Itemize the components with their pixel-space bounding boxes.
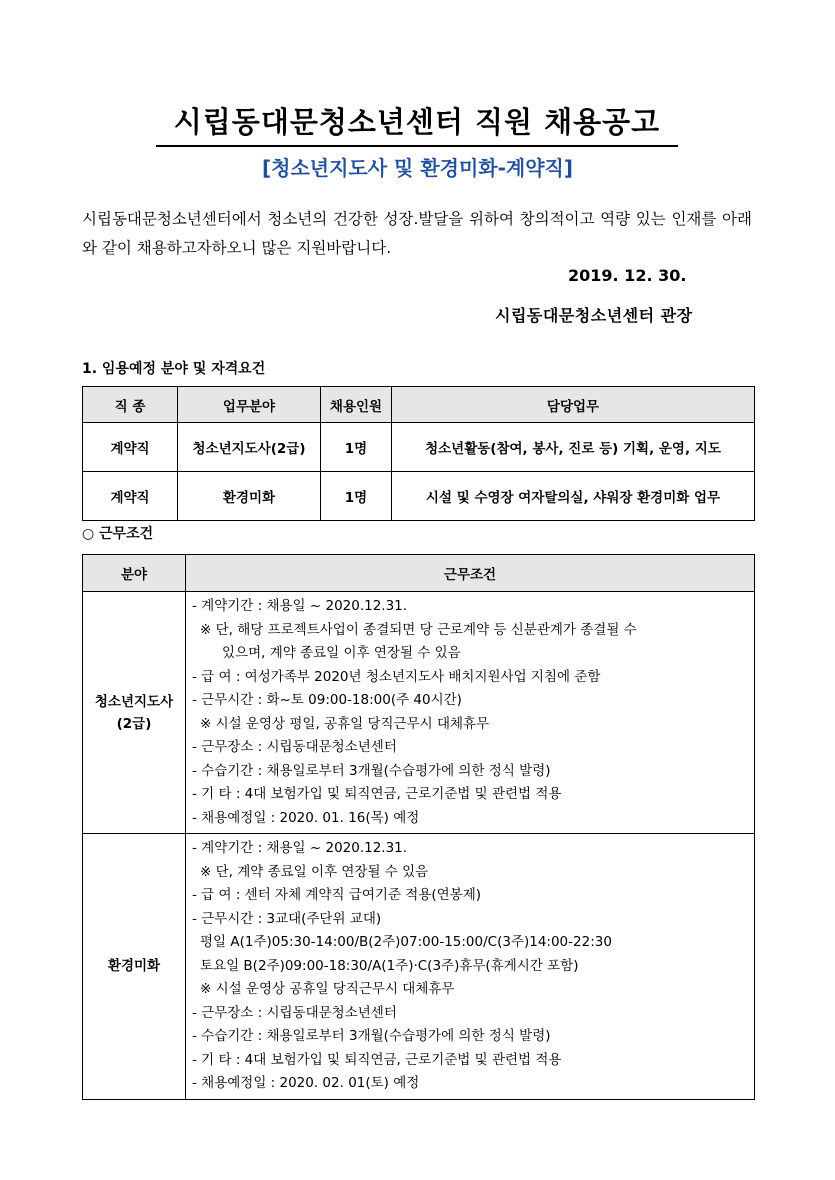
- table-row: [83, 834, 755, 1100]
- category-youth-leader: [83, 592, 186, 834]
- section1-heading: 1. 임용예정 분야 및 자격요건: [82, 361, 266, 377]
- condition-line: - 근무장소 : 시립동대문청소년센터: [192, 739, 397, 755]
- condition-line: 있으며, 계약 종료일 이후 연장될 수 있음: [222, 645, 461, 661]
- cell-field: 청소년지도사(2급): [178, 423, 321, 472]
- cell-job-type: 계약직: [83, 423, 178, 472]
- condition-line: 토요일 B(2주)09:00-18:30/A(1주)·C(3주)휴무(휴게시간 포함): [200, 957, 579, 974]
- cell-job-type: 계약직: [83, 472, 178, 521]
- condition-line: - 계약기간 : 채용일 ~ 2020.12.31.: [192, 840, 408, 856]
- section2-heading: ○ 근무조건: [82, 526, 154, 542]
- header-job-type: 직 종: [83, 387, 178, 423]
- table-row: [83, 592, 755, 834]
- condition-line: ※ 단, 계약 종료일 이후 연장될 수 있음: [200, 863, 429, 880]
- header-duties: 담당업무: [392, 387, 755, 423]
- table-header-row: [83, 387, 755, 423]
- condition-line: - 근무시간 : 3교대(주단위 교대): [192, 910, 382, 927]
- qualification-table: [82, 386, 755, 521]
- table-row: [83, 423, 755, 472]
- intro-text: 시립동대문청소년센터에서 청소년의 건강한 성장.발달을 위하여 창의적이고 역량 있는 인재를 아래와 같이 채용하고자하오니 많은 지원바랍니다.: [82, 210, 752, 257]
- condition-line: - 근무시간 : 화~토 09:00-18:00(주 40시간): [192, 692, 462, 708]
- condition-line: - 계약기간 : 채용일 ~ 2020.12.31.: [192, 598, 408, 614]
- condition-line: ※ 시설 운영상 평일, 공휴일 당직근무시 대체휴무: [200, 715, 490, 732]
- table-header-row: [83, 555, 755, 592]
- header-conditions: 근무조건: [186, 555, 755, 592]
- page-title: 시립동대문청소년센터 직원 채용공고: [156, 100, 678, 147]
- condition-line: - 채용예정일 : 2020. 02. 01(토) 예정: [192, 1075, 420, 1091]
- header-headcount: 채용인원: [321, 387, 392, 423]
- conditions-youth-leader: [186, 592, 755, 834]
- cell-headcount: 1명: [321, 472, 392, 521]
- table-row: [83, 472, 755, 521]
- conditions-cleaning: [186, 834, 755, 1100]
- condition-line: - 근무장소 : 시립동대문청소년센터: [192, 1004, 397, 1021]
- category-label: 청소년지도사: [94, 693, 174, 710]
- header-category: 분야: [83, 555, 186, 592]
- condition-line: - 기 타 : 4대 보험가입 및 퇴직연금, 근로기준법 및 관련법 적용: [192, 1051, 562, 1068]
- cell-duties: 시설 및 수영장 여자탈의실, 샤워장 환경미화 업무: [392, 472, 755, 521]
- cell-headcount: 1명: [321, 423, 392, 472]
- condition-line: ※ 시설 운영상 공휴일 당직근무시 대체휴무: [200, 981, 455, 997]
- condition-line: - 급 여 : 여성가족부 2020년 청소년지도사 배치지원사업 지침에 준함: [192, 668, 601, 685]
- condition-line: 평일 A(1주)05:30-14:00/B(2주)07:00-15:00/C(3주)14:00-22:30: [200, 934, 612, 950]
- condition-line: - 기 타 : 4대 보험가입 및 퇴직연금, 근로기준법 및 관련법 적용: [192, 786, 562, 802]
- cell-field: 환경미화: [178, 472, 321, 521]
- category-sublabel: (2급): [116, 715, 152, 732]
- notice-date: 2019. 12. 30.: [568, 266, 687, 285]
- condition-line: ※ 단, 해당 프로젝트사업이 종결되면 당 근로계약 등 신분관계가 종결될 수: [200, 621, 637, 638]
- category-cleaning: 환경미화: [83, 834, 186, 1100]
- cell-duties: 청소년활동(참여, 봉사, 진로 등) 기획, 운영, 지도: [392, 423, 755, 472]
- condition-line: - 수습기간 : 채용일로부터 3개월(수습평가에 의한 정식 발령): [192, 1028, 551, 1044]
- header-field: 업무분야: [178, 387, 321, 423]
- condition-line: - 급 여 : 센터 자체 계약직 급여기준 적용(연봉제): [192, 887, 482, 903]
- conditions-table: [82, 554, 755, 1100]
- signature: 시립동대문청소년센터 관장: [495, 306, 693, 325]
- condition-line: - 수습기간 : 채용일로부터 3개월(수습평가에 의한 정식 발령): [192, 762, 551, 779]
- page-subtitle: [청소년지도사 및 환경미화-계약직]: [262, 156, 573, 180]
- condition-line: - 채용예정일 : 2020. 01. 16(목) 예정: [192, 809, 420, 826]
